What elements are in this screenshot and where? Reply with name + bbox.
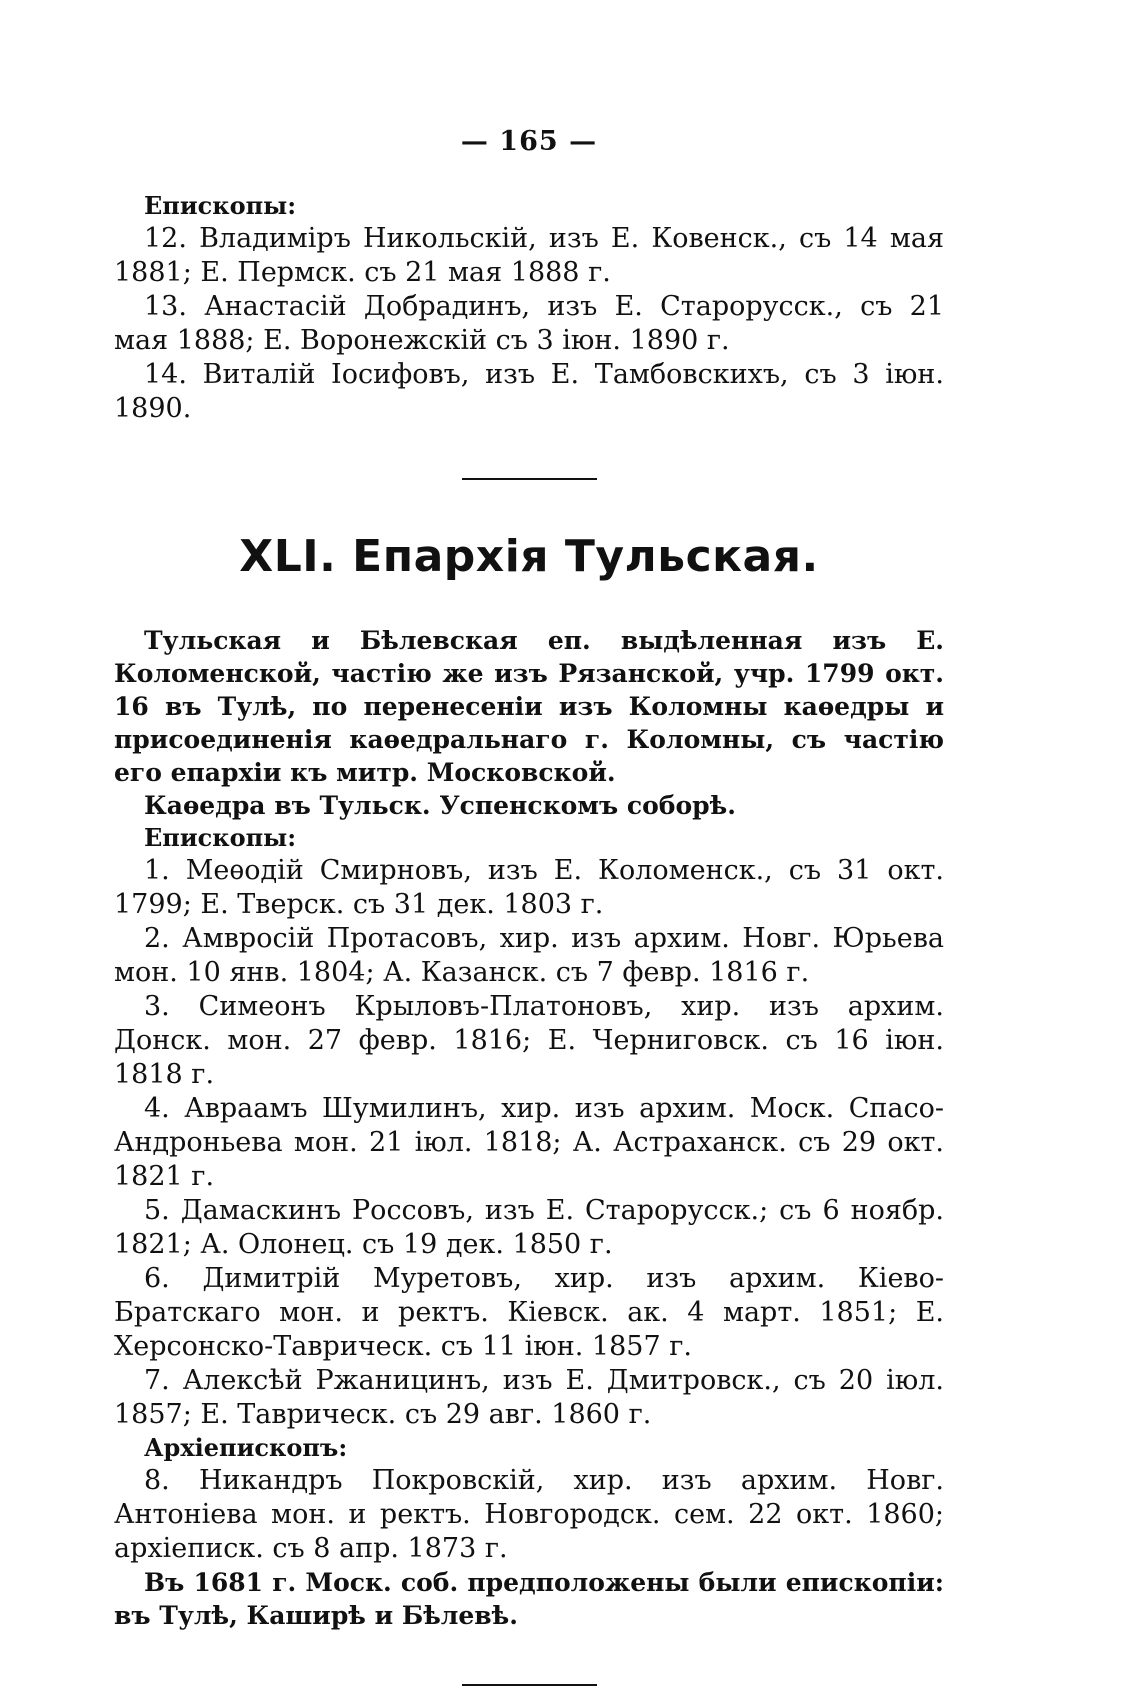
bishop-entry: 2. Амвросiй Протасовъ, хир. изъ архим. Новг. Юрьева мон. 10 янв. 1804; А. Казанск. съ 7 февр. 1816 г. (114, 923, 944, 988)
cathedral-line: Каѳедра въ Тульск. Успенскомъ соборѣ. (144, 791, 736, 820)
archbishop-entry: 8. Никандръ Покровскiй, хир. изъ архим. Новг. Антонiева мон. и ректъ. Новгородск. сем. 22 окт. 1860; архiеписк. съ 8 апр. 1873 г. (114, 1465, 944, 1564)
bishops-heading: Епископы: (144, 823, 297, 852)
tula-diocese-block (114, 624, 944, 1632)
archbishop-heading: Архiепископъ: (144, 1433, 348, 1462)
bishop-entry: 7. Алексѣй Ржаницинъ, изъ Е. Дмитровск., съ 20 iюл. 1857; Е. Таврическ. съ 29 авг. 1860 г. (114, 1365, 944, 1430)
previous-diocese-block (114, 190, 944, 426)
bishop-entry: 5. Дамаскинъ Россовъ, изъ Е. Старорусск.; съ 6 ноябр. 1821; А. Олонец. съ 19 дек. 1850 г. (114, 1195, 944, 1260)
page-number: — 165 — (460, 126, 598, 157)
bishop-entry: 13. Анастасiй Добрадинъ, изъ Е. Старорусск., съ 21 мая 1888; Е. Воронежскiй съ 3 iюн. 1890 г. (114, 291, 944, 356)
book-page (114, 126, 944, 1686)
bishop-entry: 6. Димитрiй Муретовъ, хир. изъ архим. Кiево-Братскаго мон. и ректъ. Кiевск. ак. 4 март. 1851; Е. Херсонско-Таврическ. съ 11 iюн. 1857 г. (114, 1263, 944, 1362)
section-title: XLI. Епархiя Тульская. (239, 531, 819, 582)
section-divider-top (462, 478, 597, 480)
bishop-entry: 4. Авраамъ Шумилинъ, хир. изъ архим. Моск. Спасо-Андроньева мон. 21 iюл. 1818; А. Астраханск. съ 29 окт. 1821 г. (114, 1093, 944, 1192)
section-divider-bottom (462, 1684, 597, 1686)
bishop-entry: 14. Виталiй Iосифовъ, изъ Е. Тамбовскихъ, съ 3 iюн. 1890. (114, 359, 944, 424)
diocese-intro: Тульская и Бѣлевская еп. выдѣленная изъ Е. Коломенской, частiю же изъ Рязанской, учр. 1799 окт. 16 въ Тулѣ, по перенесенiи изъ Коломны каѳедры и присоединенiя каѳедральнаго г. Коломны, съ частiю его епархiи къ митр. Московской. (114, 626, 944, 787)
bishop-entry: 12. Владимiръ Никольскiй, изъ Е. Ковенск., съ 14 мая 1881; Е. Пермск. съ 21 мая 1888 г. (114, 223, 944, 288)
historical-note: Въ 1681 г. Моск. соб. предположены были епископiи: въ Тулѣ, Каширѣ и Бѣлевѣ. (114, 1568, 944, 1630)
bishop-entry: 1. Меѳодiй Смирновъ, изъ Е. Коломенск., съ 31 окт. 1799; Е. Тверск. съ 31 дек. 1803 г. (114, 855, 944, 920)
bishop-entry: 3. Симеонъ Крыловъ-Платоновъ, хир. изъ архим. Донск. мон. 27 февр. 1816; Е. Черниговск. съ 16 iюн. 1818 г. (114, 991, 944, 1090)
bishops-heading-top: Епископы: (144, 191, 297, 220)
